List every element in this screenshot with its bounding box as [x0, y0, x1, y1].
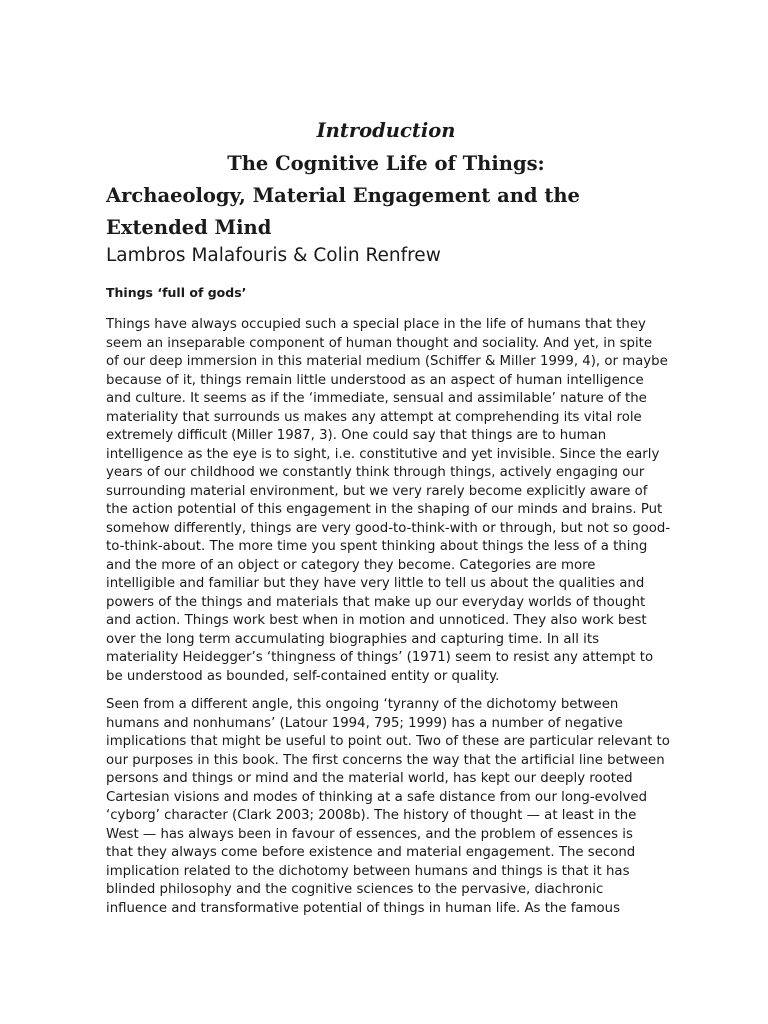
text-line: persons and things or mind and the material world, has kept our deeply rooted: [106, 771, 633, 786]
text-line: years of our childhood we constantly think through things, actively engaging our: [106, 465, 645, 480]
text-line: implications that might be useful to point out. Two of these are particular relevant to: [106, 734, 670, 749]
text-line: blinded philosophy and the cognitive sciences to the pervasive, diachronic: [106, 882, 604, 897]
text-line: humans and nonhumans’ (Latour 1994, 795; 1999) has a number of negative: [106, 715, 623, 731]
section-heading: Things ‘full of gods’: [106, 285, 247, 300]
text-line: the action potential of this engagement in the shaping of our minds and brains. Put: [106, 502, 663, 517]
text-line: influence and transformative potential of things in human life. As the famous: [106, 900, 621, 916]
text-line: implication related to the dichotomy between humans and things is that it has: [106, 863, 630, 879]
text-line: over the long term accumulating biographies and capturing time. In all its: [106, 631, 600, 647]
paragraph-1: [106, 316, 671, 686]
text-line: intelligence as the eye is to sight, i.e. constitutive and yet invisible. Since the early: [106, 446, 660, 462]
text-line: powers of the things and materials that make up our everyday worlds of thought: [106, 594, 646, 610]
text-line: materiality Heidegger’s ‘thingness of things’ (1971) seem to resist any attempt to: [106, 650, 654, 665]
authors: Lambros Malafouris & Colin Renfrew: [106, 245, 441, 266]
text-line: and culture. It seems as if the ‘immediate, sensual and assimilable’ nature of the: [106, 391, 647, 406]
text-line: Things have always occupied such a special place in the life of humans that they: [106, 317, 646, 332]
text-line: ‘cyborg’ character (Clark 2003; 2008b). The history of thought — at least in the: [106, 808, 637, 823]
paragraph-2: [106, 696, 670, 918]
text-line: and action. Things work best when in motion and unnoticed. They also work best: [106, 613, 647, 628]
text-line: intelligible and familiar but they have very little to tell us about the qualities and: [106, 576, 645, 591]
chapter-title: The Cognitive Life of Things:: [227, 152, 545, 175]
text-line: West — has always been in favour of essences, and the problem of essences is: [106, 826, 633, 842]
text-line: seem an inseparable component of human thought and sociality. And yet, in spite: [106, 335, 653, 351]
text-line: be understood as bounded, self-contained entity or quality.: [106, 668, 500, 684]
text-line: somehow differently, things are very good-to-think-with or through, but not so good-: [106, 520, 671, 536]
text-line: Seen from a different angle, this ongoing ‘tyranny of the dichotomy between: [106, 697, 619, 712]
text-line: of our deep immersion in this material medium (Schiffer & Miller 1999, 4), or maybe: [106, 354, 668, 369]
text-line: that they always come before existence and material engagement. The second: [106, 845, 636, 860]
text-line: to-think-about. The more time you spent thinking about things the less of a thing: [106, 539, 648, 554]
chapter-subtitle: Archaeology, Material Engagement and the Extended Mind: [106, 184, 580, 239]
text-line: our purposes in this book. The first concerns the way that the artificial line between: [106, 752, 665, 768]
text-line: surrounding material environment, but we very rarely become explicitly aware of: [106, 483, 648, 499]
text-line: materiality that surrounds us makes any attempt at comprehending its vital role: [106, 409, 642, 425]
document-page: [106, 116, 671, 918]
intro-label: Introduction: [316, 119, 456, 142]
text-line: extremely difficult (Miller 1987, 3). One could say that things are to human: [106, 428, 607, 443]
text-line: because of it, things remain little understood as an aspect of human intelligence: [106, 372, 644, 388]
text-line: and the more of an object or category they become. Categories are more: [106, 557, 596, 573]
text-line: Cartesian visions and modes of thinking at a safe distance from our long-evolved: [106, 789, 648, 805]
